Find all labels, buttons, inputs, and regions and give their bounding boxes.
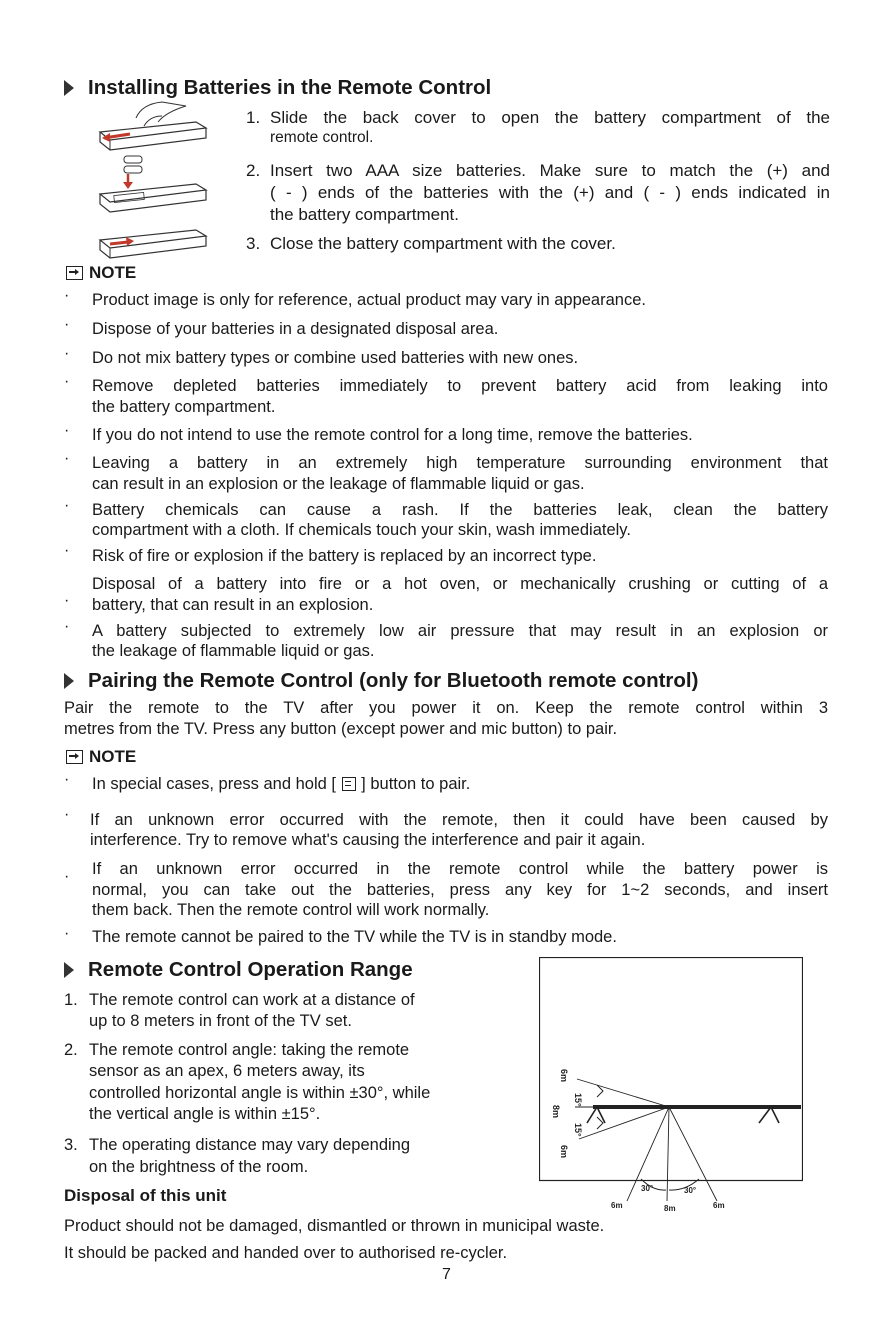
note-item: Risk of fire or explosion if the battery is replaced by an incorrect type. [92, 547, 597, 565]
diagram-frame [540, 958, 803, 1181]
note-icon [66, 266, 83, 280]
label-6m-top: 6m [559, 1069, 569, 1083]
label-6m-right: 6m [713, 1201, 725, 1210]
note-item: Leaving a battery in an extremely high temperature surrounding environment that [92, 454, 828, 472]
insert-batteries-illustration [96, 154, 212, 218]
bullet: · [64, 618, 70, 635]
range-item-text: The remote control can work at a distance of [89, 991, 415, 1009]
bullet: · [64, 316, 70, 333]
bullet: · [64, 542, 70, 559]
label-8m-center: 8m [664, 1204, 676, 1213]
range-item-text: The remote control angle: taking the remote [89, 1041, 410, 1059]
bullet: · [64, 450, 70, 467]
note-item: Product image is only for reference, actual product may vary in appearance. [92, 291, 646, 309]
note-item: Do not mix battery types or combine used batteries with new ones. [92, 349, 579, 367]
label-6m-left: 6m [611, 1201, 623, 1210]
note-label: NOTE [89, 747, 137, 766]
note-item [92, 774, 470, 795]
note-item: The remote cannot be paired to the TV while the TV is in standby mode. [92, 928, 617, 946]
bullet: · [64, 345, 70, 362]
bullet: · [64, 806, 70, 823]
note-item: Disposal of a battery into fire or a hot oven, or mechanically crushing or cutting of a [92, 575, 828, 593]
note-item: can result in an explosion or the leakage of flammable liquid or gas. [92, 475, 585, 493]
note-item: If you do not intend to use the remote control for a long time, remove the batteries. [92, 426, 693, 444]
range-item-text: the vertical angle is within ±15°. [89, 1105, 321, 1123]
bullet: · [64, 868, 70, 885]
range-item-text: controlled horizontal angle is within ±30°, while [89, 1084, 431, 1102]
range-item-number: 1. [64, 991, 78, 1009]
note-item: Battery chemicals can cause a rash. If the batteries leak, clean the battery [92, 501, 828, 519]
label-30-left: 30° [641, 1184, 654, 1193]
label-30-right: 30° [684, 1186, 697, 1195]
note-item-text: In special cases, press and hold [ [92, 775, 336, 793]
note-item: the leakage of flammable liquid or gas. [92, 642, 375, 660]
note-item: A battery subjected to extremely low air pressure that may result in an explosion or [92, 622, 828, 640]
step-text: Insert two AAA size batteries. Make sure to match the (+) and [270, 161, 830, 180]
range-item-text: sensor as an apex, 6 meters away, its [89, 1062, 365, 1080]
label-15-top: 15° [573, 1093, 583, 1107]
disposal-text: It should be packed and handed over to authorised re-cycler. [64, 1244, 508, 1262]
bullet: · [64, 373, 70, 390]
note-item: battery, that can result in an explosion. [92, 596, 374, 614]
step-number: 1. [246, 108, 261, 127]
range-item-text: The operating distance may vary depending [89, 1136, 411, 1154]
bullet: · [64, 497, 70, 514]
disposal-text: Product should not be damaged, dismantled or thrown in municipal waste. [64, 1217, 605, 1235]
disposal-heading: Disposal of this unit [64, 1186, 227, 1205]
operation-range-diagram [539, 957, 803, 1215]
bullet: · [64, 287, 70, 304]
step-text: the battery compartment. [270, 205, 459, 224]
section-marker-icon [64, 962, 74, 978]
bullet: · [64, 771, 70, 788]
bullet: · [64, 592, 70, 609]
note-item: normal, you can take out the batteries, press any key for 1~2 seconds, and insert [92, 881, 828, 899]
label-8m-side: 8m [551, 1105, 561, 1119]
note-icon [66, 750, 83, 764]
note-label: NOTE [89, 263, 137, 282]
label-15-bottom: 15° [573, 1123, 583, 1137]
section-heading-batteries: Installing Batteries in the Remote Control [88, 76, 492, 99]
range-item-text: on the brightness of the room. [89, 1158, 309, 1176]
bullet: · [64, 925, 70, 942]
range-item-number: 2. [64, 1041, 78, 1059]
step-text: remote control. [270, 129, 374, 146]
section-heading-pairing: Pairing the Remote Control (only for Bluetooth remote control) [88, 669, 699, 692]
menu-button-icon [342, 777, 356, 791]
close-cover-illustration [96, 220, 212, 266]
note-item: Remove depleted batteries immediately to prevent battery acid from leaking into [92, 377, 828, 395]
pairing-paragraph: metres from the TV. Press any button (except power and mic button) to pair. [64, 720, 618, 738]
note-item: Dispose of your batteries in a designated disposal area. [92, 320, 499, 338]
page-number: 7 [442, 1266, 451, 1283]
pairing-paragraph: Pair the remote to the TV after you power it on. Keep the remote control within 3 [64, 699, 828, 717]
step-text: ( - ) ends of the batteries with the (+) and ( - ) ends indicated in [270, 183, 830, 202]
step-text: Slide the back cover to open the battery compartment of the [270, 108, 830, 127]
range-item-number: 3. [64, 1136, 78, 1154]
step-number: 3. [246, 234, 261, 253]
note-item: them back. Then the remote control will work normally. [92, 901, 490, 919]
note-item: If an unknown error occurred in the remote control while the battery power is [92, 860, 828, 878]
section-heading-range: Remote Control Operation Range [88, 958, 413, 981]
step-text: Close the battery compartment with the cover. [270, 234, 616, 253]
section-marker-icon [64, 80, 74, 96]
note-item: interference. Try to remove what's causing the interference and pair it again. [90, 831, 646, 849]
step-number: 2. [246, 161, 261, 180]
bullet: · [64, 422, 70, 439]
section-marker-icon [64, 673, 74, 689]
note-item: If an unknown error occurred with the remote, then it could have been caused by [90, 811, 828, 829]
note-item: compartment with a cloth. If chemicals touch your skin, wash immediately. [92, 521, 631, 539]
range-item-text: up to 8 meters in front of the TV set. [89, 1012, 352, 1030]
note-item-text: ] button to pair. [361, 775, 471, 793]
label-6m-bottom: 6m [559, 1145, 569, 1159]
note-item: the battery compartment. [92, 398, 276, 416]
